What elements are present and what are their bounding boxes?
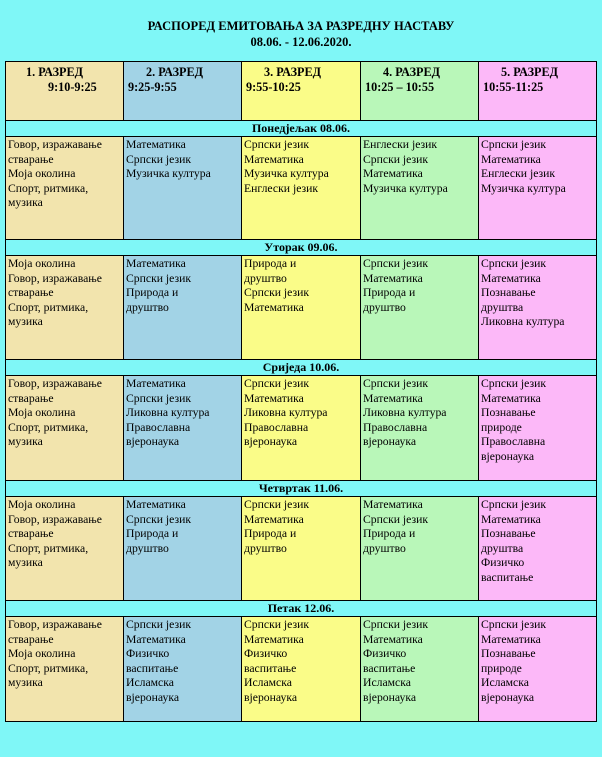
subject-line: Исламска bbox=[126, 676, 174, 690]
subject-line: стварање bbox=[8, 152, 54, 166]
day-subjects-row bbox=[6, 497, 597, 601]
subject-line: Математика bbox=[363, 391, 423, 405]
subjects-cell-grade-5 bbox=[479, 137, 597, 240]
subject-line: Исламска bbox=[363, 676, 411, 690]
subject-line: друштво bbox=[244, 541, 287, 555]
title-line-1: РАСПОРЕД ЕМИТОВАЊА ЗА РАЗРЕДНУ НАСТАВУ bbox=[147, 19, 455, 33]
subject-line: природе bbox=[481, 661, 522, 675]
subject-line: музика bbox=[8, 315, 43, 329]
subjects-cell-grade-4 bbox=[361, 137, 479, 240]
subject-line: Српски језик bbox=[481, 257, 547, 270]
subject-line: Природа и bbox=[244, 527, 297, 541]
subject-line: вјеронаука bbox=[126, 435, 180, 449]
subject-line: Српски језик bbox=[481, 498, 547, 511]
subject-line: Физичко bbox=[363, 647, 407, 661]
subjects-cell-grade-5 bbox=[479, 497, 597, 601]
subject-line: вјеронаука bbox=[126, 690, 180, 704]
subject-line: Српски језик bbox=[244, 286, 310, 300]
subject-line: Српски језик bbox=[363, 257, 429, 270]
subjects-cell-grade-2 bbox=[124, 256, 242, 360]
subject-line: Енглески језик bbox=[363, 138, 438, 151]
subject-line: Математика bbox=[363, 632, 423, 646]
subject-line: друштво bbox=[126, 300, 169, 314]
subject-line: стварање bbox=[8, 527, 54, 541]
subject-line: Српски језик bbox=[126, 512, 192, 526]
subject-line: Спорт, ритмика, bbox=[8, 300, 89, 314]
subjects-cell-grade-1 bbox=[6, 497, 124, 601]
subject-line: стварање bbox=[8, 286, 54, 300]
subjects-cell-grade-1 bbox=[6, 256, 124, 360]
subjects-cell-grade-4 bbox=[361, 617, 479, 722]
subject-line: Говор, изражавање bbox=[8, 512, 102, 526]
day-header-row bbox=[6, 481, 597, 497]
schedule-title bbox=[0, 18, 602, 50]
subject-line: Спорт, ритмика, bbox=[8, 661, 89, 675]
subject-line: васпитање bbox=[363, 661, 416, 675]
subjects-cell-grade-5 bbox=[479, 256, 597, 360]
subject-line: Физичко bbox=[481, 556, 525, 570]
subjects-cell-grade-2 bbox=[124, 497, 242, 601]
subject-line: Математика bbox=[126, 377, 186, 390]
subject-line: Математика bbox=[244, 632, 304, 646]
subject-line: Математика bbox=[126, 257, 186, 270]
subjects-cell-grade-1 bbox=[6, 617, 124, 722]
subject-line: Спорт, ритмика, bbox=[8, 541, 89, 555]
subject-line: Природа и bbox=[126, 527, 179, 541]
subject-line: музика bbox=[8, 435, 43, 449]
subject-line: вјеронаука bbox=[363, 435, 417, 449]
subject-line: Ликовна култура bbox=[126, 406, 210, 420]
subject-line: Српски језик bbox=[363, 512, 429, 526]
subject-line: Музичка култура bbox=[481, 181, 566, 195]
subject-line: Математика bbox=[244, 300, 304, 314]
subject-line: стварање bbox=[8, 391, 54, 405]
subjects-cell-grade-4 bbox=[361, 497, 479, 601]
subject-line: Математика bbox=[363, 498, 423, 511]
subject-line: Математика bbox=[481, 512, 541, 526]
subject-line: Спорт, ритмика, bbox=[8, 420, 89, 434]
subject-line: Исламска bbox=[481, 676, 529, 690]
subject-line: Физичко bbox=[244, 647, 288, 661]
subject-line: Ликовна култура bbox=[481, 315, 565, 329]
subject-line: Природа и bbox=[363, 527, 416, 541]
subject-line: стварање bbox=[8, 632, 54, 646]
subject-line: Математика bbox=[481, 632, 541, 646]
subject-line: Енглески језик bbox=[244, 181, 319, 195]
subject-line: Говор, изражавање bbox=[8, 377, 102, 390]
subject-line: Математика bbox=[126, 498, 186, 511]
subject-line: Српски језик bbox=[126, 271, 192, 285]
subject-line: музика bbox=[8, 196, 43, 210]
grade-header-1: 1. РАЗРЕД 9:10-9:25 bbox=[6, 62, 124, 121]
subject-line: Математика bbox=[126, 632, 186, 646]
subject-line: Православна bbox=[481, 435, 546, 449]
subject-line: васпитање bbox=[244, 661, 297, 675]
subjects-cell-grade-5 bbox=[479, 376, 597, 481]
day-header-row bbox=[6, 601, 597, 617]
subject-line: Српски језик bbox=[244, 498, 310, 511]
subject-line: васпитање bbox=[481, 570, 534, 584]
subject-line: Ликовна култура bbox=[363, 406, 447, 420]
subject-line: Енглески језик bbox=[481, 167, 556, 181]
subject-line: природе bbox=[481, 420, 522, 434]
subject-line: васпитање bbox=[126, 661, 179, 675]
subject-line: Природа и bbox=[244, 257, 297, 270]
subject-line: Математика bbox=[244, 391, 304, 405]
subject-line: Математика bbox=[363, 167, 423, 181]
subject-line: Моја околина bbox=[8, 498, 76, 511]
subject-line: вјеронаука bbox=[244, 690, 298, 704]
day-subjects-row bbox=[6, 376, 597, 481]
subject-line: вјеронаука bbox=[244, 435, 298, 449]
subject-line: Српски језик bbox=[363, 377, 429, 390]
schedule-table bbox=[5, 61, 597, 722]
subject-line: Музичка култура bbox=[363, 181, 448, 195]
day-header-row bbox=[6, 360, 597, 376]
subject-line: вјеронаука bbox=[363, 690, 417, 704]
subject-line: Познавање bbox=[481, 647, 536, 661]
subject-line: Ликовна култура bbox=[244, 406, 328, 420]
day-subjects-row bbox=[6, 617, 597, 722]
subjects-cell-grade-3 bbox=[242, 617, 361, 722]
day-label: Уторак 09.06. bbox=[6, 240, 597, 256]
day-subjects-row bbox=[6, 256, 597, 360]
subject-line: Говор, изражавање bbox=[8, 271, 102, 285]
subject-line: Математика bbox=[126, 138, 186, 151]
subject-line: Моја околина bbox=[8, 257, 76, 270]
subject-line: Српски језик bbox=[126, 618, 192, 631]
subjects-cell-grade-4 bbox=[361, 256, 479, 360]
subjects-cell-grade-4 bbox=[361, 376, 479, 481]
day-header-row bbox=[6, 240, 597, 256]
grade-header-2: 2. РАЗРЕД 9:25-9:55 bbox=[124, 62, 242, 121]
subjects-cell-grade-3 bbox=[242, 256, 361, 360]
subject-line: Моја околина bbox=[8, 167, 76, 181]
subject-line: Моја околина bbox=[8, 647, 76, 661]
subject-line: музика bbox=[8, 676, 43, 690]
subject-line: Физичко bbox=[126, 647, 170, 661]
subject-line: Спорт, ритмика, bbox=[8, 181, 89, 195]
subject-line: Математика bbox=[481, 271, 541, 285]
day-label: Сриједа 10.06. bbox=[6, 360, 597, 376]
subject-line: Српски језик bbox=[244, 138, 310, 151]
subject-line: Математика bbox=[481, 391, 541, 405]
subjects-cell-grade-2 bbox=[124, 137, 242, 240]
subject-line: Моја околина bbox=[8, 406, 76, 420]
subject-line: Српски језик bbox=[481, 618, 547, 631]
subject-line: Српски језик bbox=[244, 618, 310, 631]
title-date-range: 08.06. - 12.06.2020. bbox=[250, 35, 352, 49]
subject-line: Математика bbox=[481, 152, 541, 166]
subjects-cell-grade-5 bbox=[479, 617, 597, 722]
subject-line: Српски језик bbox=[481, 377, 547, 390]
subject-line: Православна bbox=[363, 420, 428, 434]
subject-line: Српски језик bbox=[481, 138, 547, 151]
subject-line: Природа и bbox=[363, 286, 416, 300]
subject-line: музика bbox=[8, 556, 43, 570]
subject-line: Природа и bbox=[126, 286, 179, 300]
subject-line: Српски језик bbox=[363, 618, 429, 631]
day-label: Понедјељак 08.06. bbox=[6, 121, 597, 137]
subject-line: Музичка култура bbox=[126, 167, 211, 181]
subjects-cell-grade-1 bbox=[6, 376, 124, 481]
subjects-cell-grade-3 bbox=[242, 497, 361, 601]
subject-line: Православна bbox=[126, 420, 191, 434]
subject-line: Математика bbox=[244, 512, 304, 526]
subject-line: Српски језик bbox=[244, 377, 310, 390]
subject-line: Исламска bbox=[244, 676, 292, 690]
subject-line: Познавање bbox=[481, 527, 536, 541]
subject-line: Музичка култура bbox=[244, 167, 329, 181]
day-subjects-row bbox=[6, 137, 597, 240]
grade-header-row bbox=[6, 62, 597, 121]
subject-line: Познавање bbox=[481, 406, 536, 420]
subject-line: друштво bbox=[363, 300, 406, 314]
subject-line: вјеронаука bbox=[481, 449, 535, 463]
subjects-cell-grade-3 bbox=[242, 137, 361, 240]
day-label: Четвртак 11.06. bbox=[6, 481, 597, 497]
subjects-cell-grade-1 bbox=[6, 137, 124, 240]
subject-line: Српски језик bbox=[363, 152, 429, 166]
subject-line: Познавање bbox=[481, 286, 536, 300]
subjects-cell-grade-2 bbox=[124, 376, 242, 481]
subjects-cell-grade-3 bbox=[242, 376, 361, 481]
subject-line: Православна bbox=[244, 420, 309, 434]
day-header-row bbox=[6, 121, 597, 137]
day-label: Петак 12.06. bbox=[6, 601, 597, 617]
subject-line: друштво bbox=[244, 271, 287, 285]
subject-line: друштво bbox=[126, 541, 169, 555]
subject-line: Говор, изражавање bbox=[8, 138, 102, 151]
grade-header-5: 5. РАЗРЕД 10:55-11:25 bbox=[479, 62, 597, 121]
subject-line: друштво bbox=[363, 541, 406, 555]
grade-header-3: 3. РАЗРЕД 9:55-10:25 bbox=[242, 62, 361, 121]
subject-line: Српски језик bbox=[126, 391, 192, 405]
subject-line: Математика bbox=[244, 152, 304, 166]
subjects-cell-grade-2 bbox=[124, 617, 242, 722]
subject-line: друштва bbox=[481, 541, 524, 555]
subject-line: друштва bbox=[481, 300, 524, 314]
subject-line: Математика bbox=[363, 271, 423, 285]
subject-line: Говор, изражавање bbox=[8, 618, 102, 631]
grade-header-4: 4. РАЗРЕД 10:25 – 10:55 bbox=[361, 62, 479, 121]
subject-line: Српски језик bbox=[126, 152, 192, 166]
subject-line: вјеронаука bbox=[481, 690, 535, 704]
